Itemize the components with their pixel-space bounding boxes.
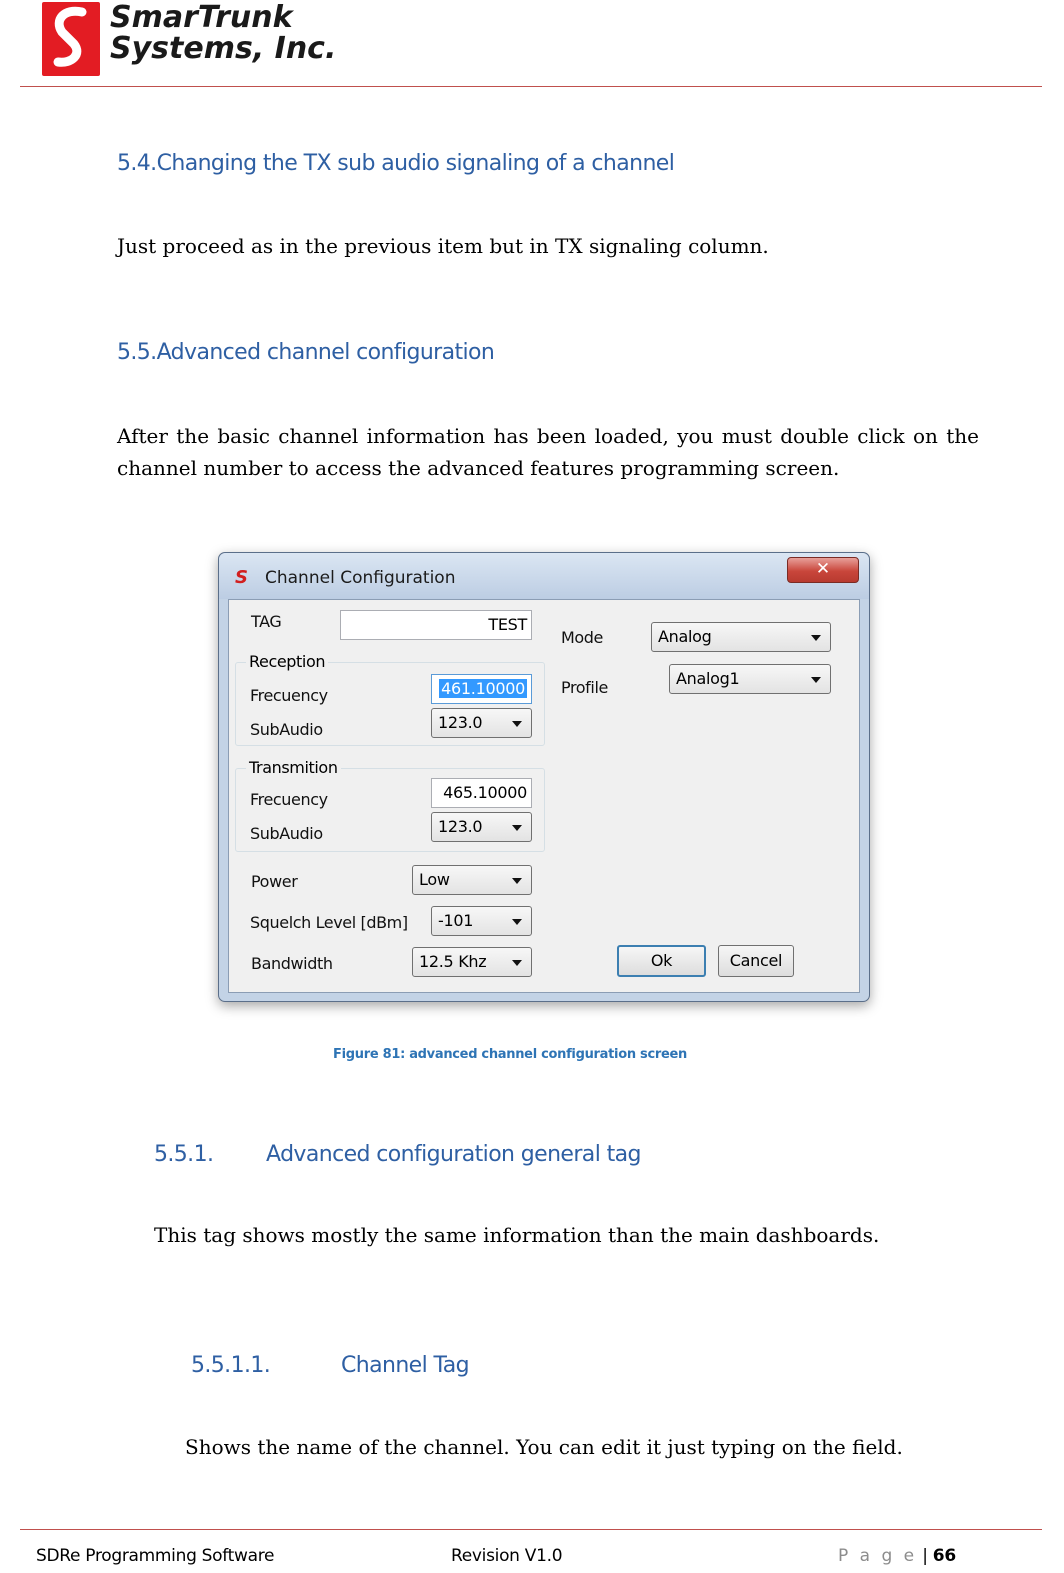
dropdown-arrow-icon	[512, 825, 522, 831]
squelch-label: Squelch Level [dBm]	[250, 913, 408, 932]
transmition-frequency-input[interactable]: 465.10000	[431, 778, 532, 808]
profile-select[interactable]	[669, 664, 831, 694]
dropdown-arrow-icon	[512, 919, 522, 925]
channel-configuration-dialog	[218, 552, 870, 1002]
footer-separator: |	[922, 1546, 928, 1566]
app-logo-icon: S	[235, 567, 248, 588]
section-5-4-heading	[117, 151, 674, 176]
footer-doc-name: SDRe Programming Software	[36, 1546, 275, 1566]
reception-subaudio-label: SubAudio	[250, 720, 323, 739]
section-number: 5.4.	[117, 151, 157, 176]
section-title: Advanced channel configuration	[156, 340, 495, 365]
dropdown-arrow-icon	[811, 635, 821, 641]
figure-caption: Figure 81: advanced channel configuration screen	[333, 1047, 687, 1062]
bandwidth-label: Bandwidth	[251, 954, 333, 973]
section-5-5-1-1-heading	[191, 1353, 469, 1378]
power-label: Power	[251, 872, 298, 891]
company-name-line2: Systems, Inc.	[110, 31, 337, 66]
section-title: Changing the TX sub audio signaling of a channel	[156, 151, 675, 176]
dialog-titlebar	[219, 553, 869, 599]
cancel-button[interactable]: Cancel	[718, 945, 794, 977]
footer-page	[838, 1546, 956, 1566]
bandwidth-select[interactable]	[412, 947, 532, 977]
section-5-4-body: Just proceed as in the previous item but in TX signaling column.	[117, 234, 769, 258]
dropdown-arrow-icon	[512, 960, 522, 966]
squelch-value: -101	[438, 911, 474, 930]
reception-subaudio-value: 123.0	[438, 713, 483, 732]
dropdown-arrow-icon	[512, 878, 522, 884]
reception-frequency-label: Frecuency	[250, 686, 328, 705]
profile-value: Analog1	[676, 669, 740, 688]
dialog-client-area	[228, 599, 860, 993]
footer-revision: Revision V1.0	[451, 1546, 563, 1566]
section-5-5-1-body: This tag shows mostly the same information than the main dashboards.	[154, 1223, 880, 1247]
transmition-subaudio-label: SubAudio	[250, 824, 323, 843]
dropdown-arrow-icon	[811, 677, 821, 683]
profile-label: Profile	[561, 678, 608, 697]
mode-label: Mode	[561, 628, 603, 647]
close-button[interactable]: ✕	[787, 557, 859, 583]
reception-frequency-input[interactable]	[431, 674, 532, 704]
selected-text: 461.10000	[441, 679, 525, 698]
footer-divider	[20, 1529, 1042, 1530]
company-name-line1: SmarTrunk	[110, 0, 293, 35]
ok-button[interactable]: Ok	[617, 945, 706, 977]
reception-group-title: Reception	[246, 652, 328, 671]
transmition-frequency-label: Frecuency	[250, 790, 328, 809]
mode-value: Analog	[658, 627, 712, 646]
footer-page-number: 66	[932, 1546, 956, 1566]
tag-label: TAG	[251, 612, 282, 631]
power-value: Low	[419, 870, 450, 889]
dialog-title: Channel Configuration	[265, 568, 456, 588]
transmition-subaudio-select[interactable]	[431, 812, 532, 842]
mode-select[interactable]	[651, 622, 831, 652]
reception-subaudio-select[interactable]	[431, 708, 532, 738]
section-title: Advanced configuration general tag	[266, 1142, 641, 1167]
section-5-5-body: After the basic channel information has been loaded, you must double click on the channel number to access the advanced features programming screen.	[117, 424, 979, 480]
tag-input[interactable]: TEST	[340, 610, 532, 640]
section-5-5-1-heading	[154, 1142, 641, 1167]
header-divider	[20, 86, 1042, 87]
transmition-group-title: Transmition	[246, 758, 341, 777]
section-5-5-1-1-body: Shows the name of the channel. You can edit it just typing on the field.	[185, 1435, 903, 1459]
section-number: 5.5.1.	[154, 1142, 214, 1167]
logo-s-mark-icon	[42, 2, 100, 76]
bandwidth-value: 12.5 Khz	[419, 952, 487, 971]
dropdown-arrow-icon	[512, 721, 522, 727]
company-name	[110, 2, 336, 64]
power-select[interactable]	[412, 865, 532, 895]
transmition-subaudio-value: 123.0	[438, 817, 483, 836]
footer-page-word: P a g e	[838, 1546, 918, 1566]
squelch-select[interactable]	[431, 906, 532, 936]
company-logo	[42, 2, 342, 78]
section-title: Channel Tag	[341, 1353, 469, 1378]
section-5-5-heading	[117, 340, 494, 365]
section-number: 5.5.1.1.	[191, 1353, 271, 1378]
section-number: 5.5.	[117, 340, 157, 365]
